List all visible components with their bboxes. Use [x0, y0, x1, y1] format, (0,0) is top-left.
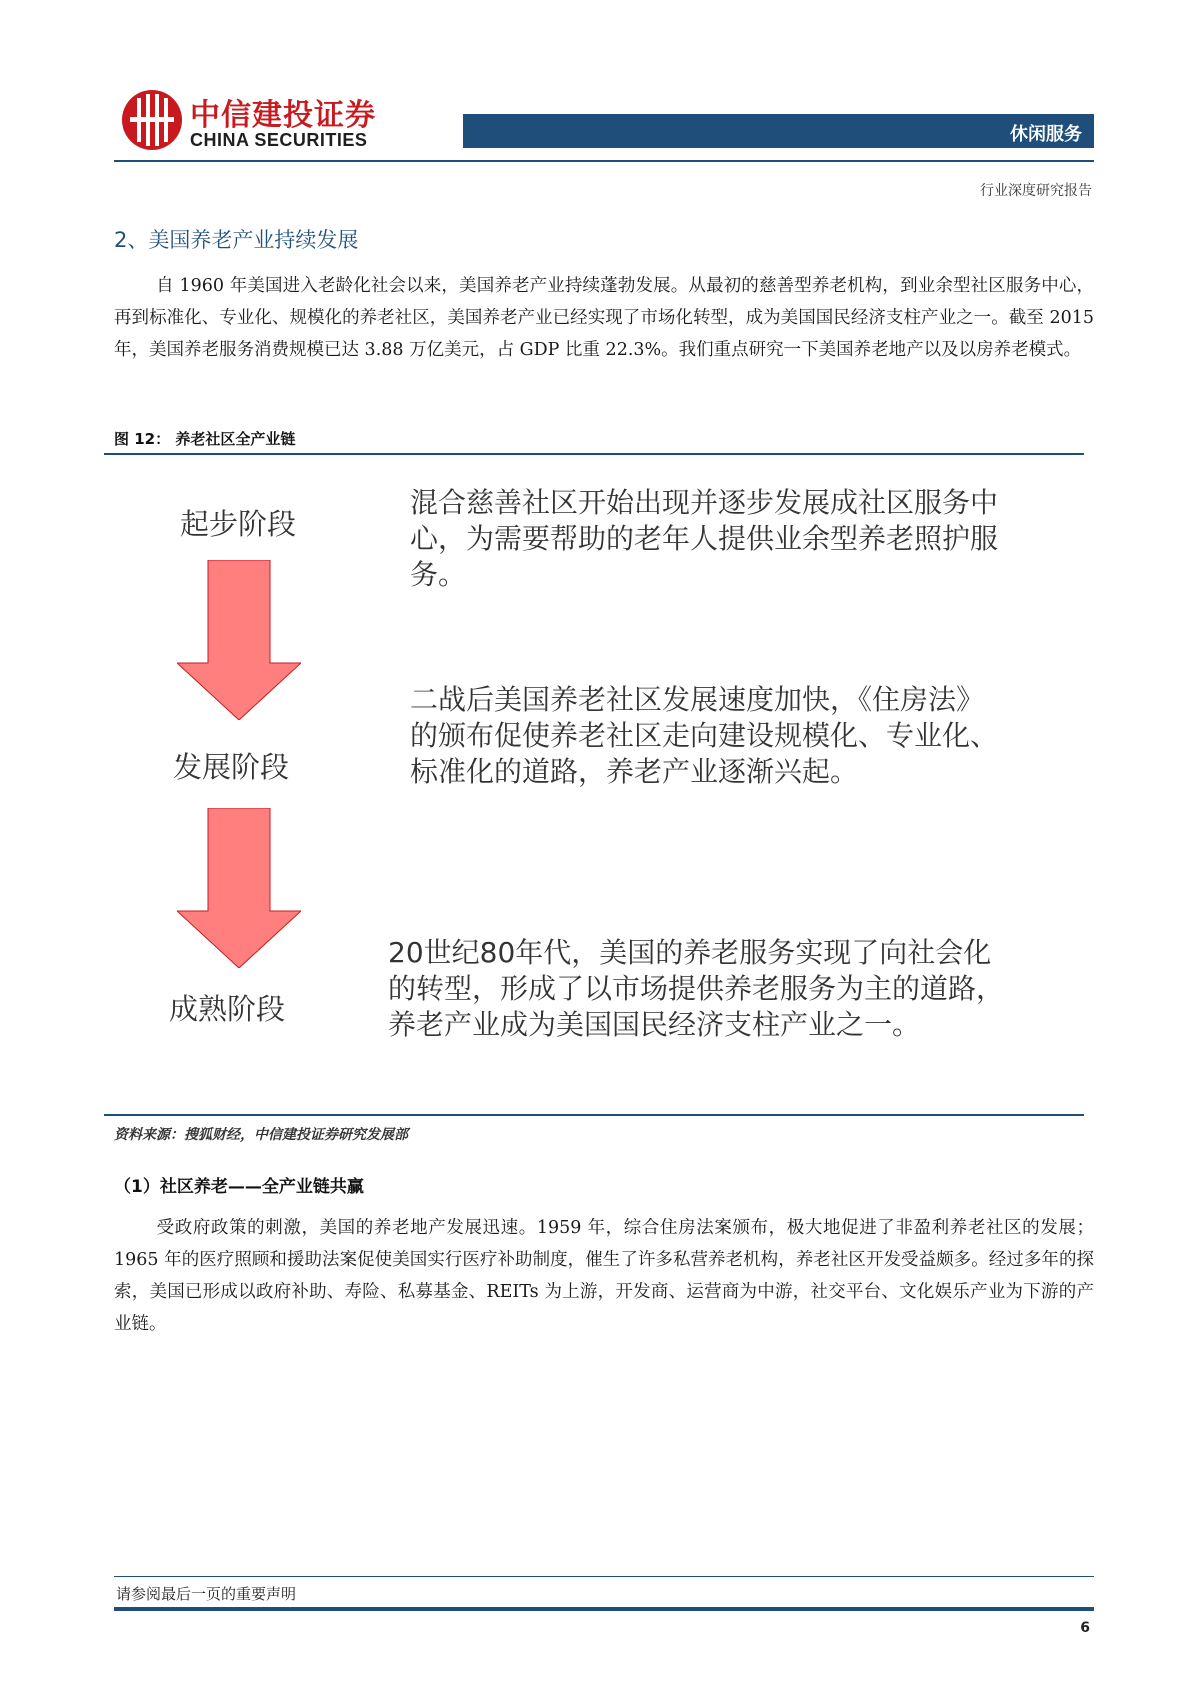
down-arrow-icon — [177, 560, 301, 720]
stage-label-development: 发展阶段 — [173, 750, 290, 784]
footer-divider-thin — [114, 1576, 1094, 1577]
stage-label-start: 起步阶段 — [180, 507, 297, 541]
stage-label-mature: 成熟阶段 — [169, 992, 286, 1026]
footer-divider-thick — [114, 1607, 1094, 1611]
down-arrow-icon — [177, 808, 301, 968]
header-divider — [114, 160, 1094, 162]
footer-disclaimer: 请参阅最后一页的重要声明 — [116, 1585, 297, 1603]
logo-english-name: CHINA SECURITIES — [190, 130, 368, 150]
page-number: 6 — [1080, 1620, 1090, 1636]
sector-banner — [463, 114, 1094, 148]
section-paragraph — [114, 270, 1094, 366]
section-paragraph-text: 自 1960 年美国进入老龄化社会以来，美国养老产业持续蓬勃发展。从最初的慈善型养老机构，到业余型社区服务中心，再到标准化、专业化、规模化的养老社区，美国养老产业已经实现了市场化转型，成为美国国民经济支柱产业之一。截至 2015 年，美国养老服务消费规模已达 3.88 万亿美元，占 GDP 比重 22.3%。我们重点研究一下美国养老地产以及以房养老模式。 — [114, 276, 1094, 360]
subsection-paragraph-text: 受政府政策的刺激，美国的养老地产发展迅速。1959 年，综合住房法案颁布，极大地促进了非盈利养老社区的发展；1965 年的医疗照顾和援助法案促使美国实行医疗补助制度，催生了许多私营养老机构，养老社区开发受益颇多。经过多年的探索，美国已形成以政府补助、寿险、私募基金、REITs 为上游，开发商、运营商为中游，社交平台、文化娱乐产业为下游的产业链。 — [114, 1218, 1094, 1334]
subsection-paragraph — [114, 1212, 1094, 1340]
report-type-label: 行业深度研究报告 — [980, 183, 1092, 199]
figure-top-rule — [104, 453, 1084, 455]
subsection-title: （1）社区养老——全产业链共赢 — [114, 1177, 364, 1197]
stage-description-mature: 20世纪80年代，美国的养老服务实现了向社会化的转型，形成了以市场提供养老服务为主的道路，养老产业成为美国国民经济支柱产业之一。 — [388, 936, 1005, 1041]
figure-bottom-rule — [104, 1114, 1084, 1116]
section-title: 2、美国养老产业持续发展 — [114, 228, 359, 252]
figure-title: 图 12： 养老社区全产业链 — [114, 430, 296, 448]
stage-description-development: 二战后美国养老社区发展速度加快，《住房法》的颁布促使养老社区走向建设规模化、专业化、标准化的道路，养老产业逐渐兴起。 — [410, 683, 999, 788]
china-securities-logo-icon — [120, 88, 184, 152]
sector-label: 休闲服务 — [1010, 124, 1082, 145]
stage-description-start: 混合慈善社区开始出现并逐步发展成社区服务中心，为需要帮助的老年人提供业余型养老照护服务。 — [410, 486, 999, 591]
figure-source: 资料来源：搜狐财经，中信建投证券研究发展部 — [114, 1127, 408, 1143]
logo-chinese-name: 中信建投证券 — [190, 98, 376, 133]
